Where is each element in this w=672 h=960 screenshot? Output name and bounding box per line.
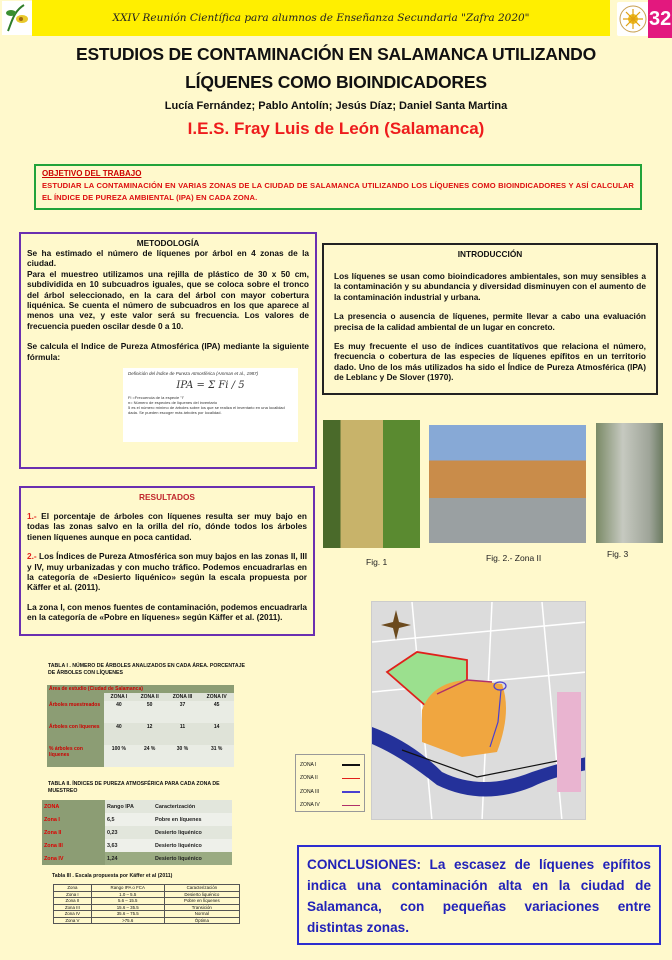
fig2-photo-zona-ii (429, 425, 586, 543)
table-row: Zona III 15.6 – 35.5 Transición (54, 904, 240, 911)
introduccion-p2: La presencia o ausencia de líquenes, permite llevar a cabo una evaluación precisa de la calidad ambiental de un lugar en concreto. (334, 311, 646, 332)
table-row: Árboles con líquenes 40 12 11 14 (47, 723, 234, 745)
table-row: Zona V >75.6 Óptima (54, 917, 240, 924)
tabla1-col: ZONA IV (199, 693, 234, 701)
school-name: I.E.S. Fray Luis de León (Salamanca) (187, 119, 485, 138)
objetivo-text: ESTUDIAR LA CONTAMINACIÓN EN VARIAS ZONAS DE LA CIUDAD DE SALAMANCA UTILIZANDO LOS LÍQUENES COMO BIOINDICADORES Y ASÍ CALCULAR EL ÍNDICE DE PUREZA AMBIENTAL (IPA) EN CADA ZONA. (42, 181, 634, 202)
formula-caption: Definición del Índice de Pureza Atmosférica (Amman et al., 1987) (128, 371, 259, 376)
formula-note-3: 5 es el número mínimo de árboles sobre los que se realiza el inventario en una localidad dada. Se pueden escoger más árboles por localidad. (128, 405, 285, 415)
tabla1-col: ZONA I (104, 693, 134, 701)
tabla3: Zona Rango IPA o FCA Caracterización Zona I 1.0 – 5.5 Desierto liquénico Zona II 5.6 – 15.5 Pobre en líquenes Zona III 15.6 – 35.5 Transición Zona IV 35.6 – 75.5 Normal Zona V >75.6 Óptima (53, 884, 240, 924)
legend-line-zona-ii (342, 778, 360, 780)
tabla2-caption: TABLA II. ÍNDICES DE PUREZA ATMOSFÉRICA PARA CADA ZONA DE MUESTREO (48, 781, 220, 794)
legend-line-zona-iii (342, 791, 360, 793)
introduccion-heading: INTRODUCCIÓN (457, 249, 523, 259)
table-row: Zona I 6,5 Pobre en líquenes (42, 813, 232, 826)
table-row: Zona II 0,23 Desierto liquénico (42, 826, 232, 839)
title-line-1: ESTUDIOS DE CONTAMINACIÓN EN SALAMANCA UTILIZANDO (75, 44, 597, 64)
ipa-formula-image (123, 368, 298, 442)
resultados-box (19, 486, 315, 636)
legend-item-zona-iv: ZONA IV (300, 799, 360, 813)
resultados-p3: La zona I, con menos fuentes de contaminación, podemos encuadrarla en la categoría de «Pobre en líquenes» según Käffer et al. (2011). (27, 601, 307, 623)
map-legend (295, 754, 365, 812)
title-line-2: LÍQUENES COMO BIOINDICADORES (185, 72, 487, 92)
event-banner (32, 0, 610, 36)
sun-logo (617, 2, 649, 36)
tabla2: ZONA Rango IPA Caracterización Zona I 6,5 Pobre en líquenes Zona II 0,23 Desierto liquénico Zona III 3,63 Desierto liquénico Zona IV 1,24 Desierto liquénico (42, 800, 232, 865)
fig1-photo-lichen-trunk (323, 420, 420, 548)
fig3-caption: Fig. 3 (607, 549, 629, 559)
tabla1-caption: TABLA I . NÚMERO DE ÁRBOLES ANALIZADOS EN CADA ÁREA. PORCENTAJE DE ÁRBOLES CON LÍQUENES (48, 663, 245, 676)
table-row: Zona III 3,63 Desierto liquénico (42, 839, 232, 852)
resultados-num-1: 1.- (27, 511, 37, 521)
tabla1-area: Área de estudio (Ciudad de Salamanca) (47, 685, 234, 693)
tabla3-caption: Tabla III . Escala propuesta por Käffer et al (2011) (52, 873, 173, 879)
orchid-logo (2, 1, 32, 35)
resultados-p1: 1.- El porcentaje de árboles con líquenes resulta ser muy bajo en todas las zonas salvo en la orilla del río, dónde todos los árboles tienen líquenes aunque en poca cantidad. (27, 511, 307, 542)
poster-number-badge: 32 (648, 0, 672, 38)
table-row: Zona IV 35.6 – 75.5 Normal (54, 911, 240, 918)
conclusiones-box: CONCLUSIONES: La escasez de líquenes epífitos indica una contaminación alta en la ciudad de Salamanca, con pequeñas variaciones entre distintas zonas. (297, 845, 661, 945)
table-row: % árboles con líquenes 100 % 24 % 30 % 31 % (47, 745, 234, 767)
authors: Lucía Fernández; Pablo Antolín; Jesús Díaz; Daniel Santa Martina (164, 100, 508, 112)
metodologia-p1: Se ha estimado el número de líquenes por árbol en 4 zonas de la ciudad. (27, 248, 309, 269)
table-row: Árboles muestreados 40 50 37 45 (47, 701, 234, 723)
fig2-caption: Fig. 2.- Zona II (486, 553, 542, 563)
tabla1-col: ZONA II (134, 693, 166, 701)
resultados-p2: 2.- Los Índices de Pureza Atmosférica son muy bajos en las zonas II, III y IV, muy urbanizadas y con mucho tráfico. Podemos encuadrarlas en la categoría de «Desierto liquénico» según la escala propuesta por Käffer et al. (2011). (27, 551, 307, 593)
table-row: Zona II 5.6 – 15.5 Pobre en líquenes (54, 898, 240, 905)
metodologia-heading: METODOLOGÍA (136, 238, 200, 248)
introduccion-box (322, 243, 658, 395)
legend-item-zona-i: ZONA I (300, 758, 360, 772)
fig3-photo-trunk-grid (596, 423, 663, 543)
formula-note-1: Fi =Frecuencia de la especie "i" (128, 395, 185, 400)
introduccion-p1: Los líquenes se usan como bioindicadores ambientales, son muy sensibles a la contaminación y su abundancia y diversidad disminuyen con el aumento de la contaminación industrial y urbana. (334, 271, 646, 302)
legend-item-zona-iii: ZONA III (300, 785, 360, 799)
metodologia-p2: Para el muestreo utilizamos una rejilla de plástico de 30 x 50 cm, subdividida en 10 subcuadros iguales, que se coloca sobre el tronco del árbol seleccionado, en la cara del árbol con mayor cobertura liquénica. Se cuenta el número de subcuadros en los que aparece al menos una vez, y este valor será su frecuencia. Los valores de frecuencia pueden oscilar desde 0 a 10. (27, 268, 309, 331)
objetivo-heading: OBJETIVO DEL TRABAJO (42, 169, 142, 178)
legend-item-zona-ii: ZONA II (300, 772, 360, 786)
tabla1-col: ZONA III (166, 693, 200, 701)
tabla1 (47, 685, 234, 767)
formula-equation: IPA = Σ Fi / 5 (176, 380, 245, 391)
formula-note-2: n= Número de especies de líquenes del inventario (128, 400, 218, 405)
salamanca-map (371, 601, 586, 820)
fig1-caption: Fig. 1 (366, 557, 388, 567)
table-row: Zona I 1.0 – 5.5 Desierto liquénico (54, 891, 240, 898)
event-title: XXIV Reunión Científica para alumnos de Enseñanza Secundaria "Zafra 2020" (112, 12, 530, 24)
metodologia-p3: Se calcula el Indice de Pureza Atmosférica (IPA) mediante la siguiente fórmula: (27, 341, 309, 362)
objetivo-box (34, 164, 642, 210)
resultados-num-2: 2.- (27, 551, 37, 562)
table-row: Zona IV 1,24 Desierto liquénico (42, 852, 232, 865)
resultados-heading: RESULTADOS (139, 492, 195, 502)
introduccion-p3: Es muy frecuente el uso de índices cuantitativos que relaciona el número, frecuencia o cobertura de las especies de líquenes epífitos en un territorio dado. Uno de los más utilizados ha sido el Índice de Pureza Atmosférica (IPA) de Leblanc y De Slover (1970). (334, 341, 646, 383)
legend-line-zona-iv (342, 805, 360, 807)
legend-line-zona-i (342, 764, 360, 766)
